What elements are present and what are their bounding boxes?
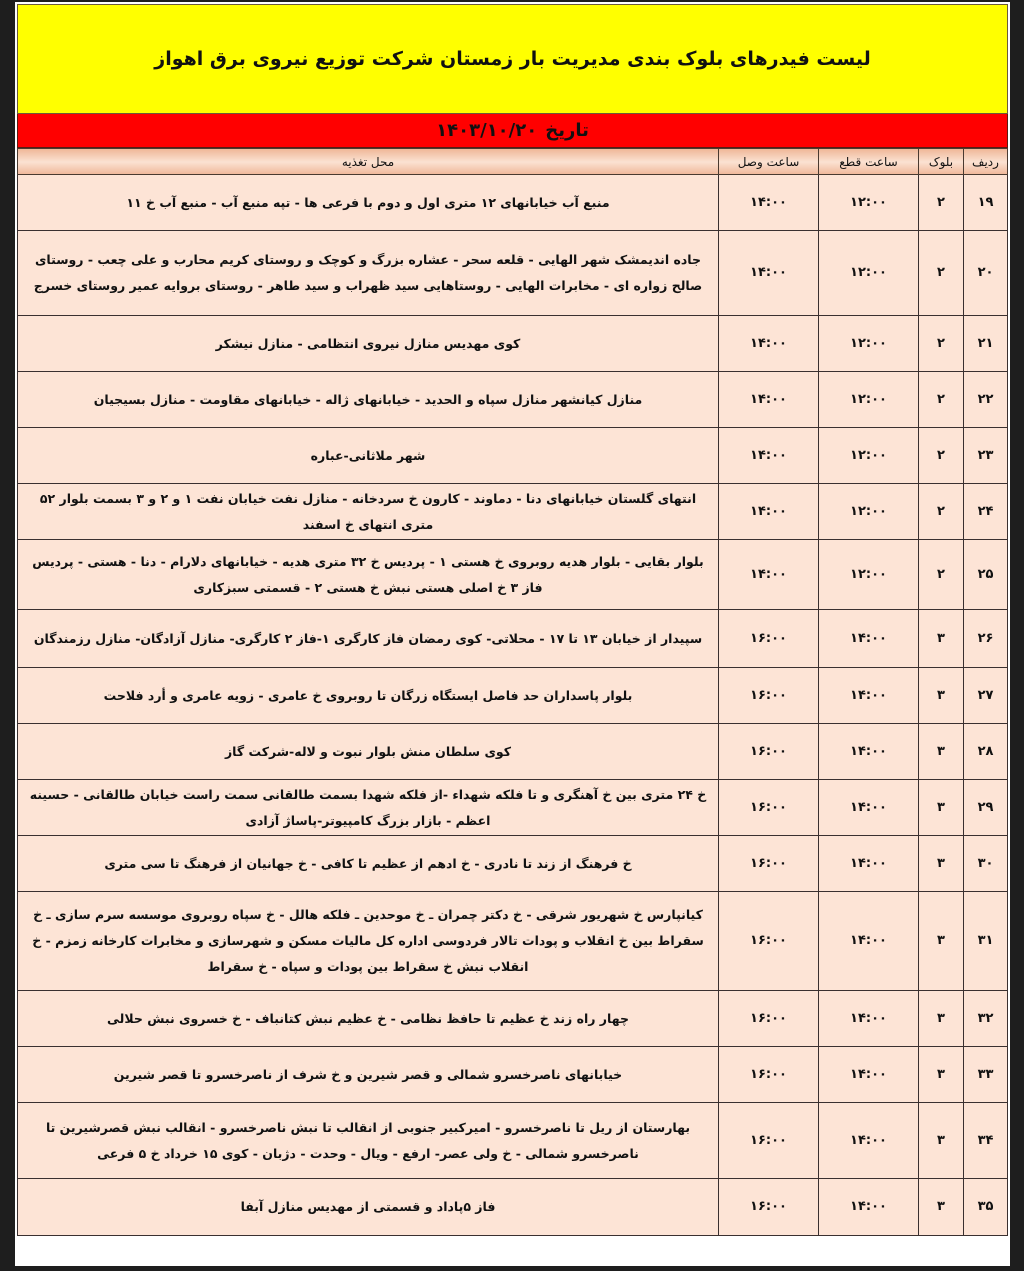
block-cell: ۲: [919, 372, 964, 428]
row-number-cell: ۳۰: [964, 836, 1008, 892]
feeder-schedule-table: [17, 148, 1008, 1236]
on-time-cell: ۱۴:۰۰: [719, 231, 819, 316]
table-header-row: [18, 149, 1008, 175]
cut-time-cell: ۱۴:۰۰: [819, 668, 919, 724]
column-header-cut-time: ساعت قطع: [819, 149, 919, 175]
row-number-cell: ۲۱: [964, 316, 1008, 372]
row-number-cell: ۳۴: [964, 1103, 1008, 1179]
block-cell: ۳: [919, 724, 964, 780]
location-cell: بلوار بقایی - بلوار هدیه روبروی خ هستی ۱ - پردیس خ ۳۲ متری هدیه - خیابانهای دلارام - دنا - هستی - پردیس فاز ۳ خ اصلی هستی نبش خ هستی ۲ - قسمتی سبزکاری: [18, 540, 719, 610]
row-number-cell: ۲۵: [964, 540, 1008, 610]
date-banner: [17, 114, 1008, 148]
cut-time-cell: ۱۴:۰۰: [819, 724, 919, 780]
on-time-cell: ۱۴:۰۰: [719, 175, 819, 231]
block-cell: ۲: [919, 175, 964, 231]
location-cell: چهار راه زند خ عظیم تا حافظ نظامی - خ عظیم نبش کتانباف - خ خسروی نبش حلالی: [18, 991, 719, 1047]
on-time-cell: ۱۶:۰۰: [719, 1103, 819, 1179]
table-row: [18, 231, 1008, 316]
location-cell: کوی سلطان منش بلوار نبوت و لاله-شرکت گاز: [18, 724, 719, 780]
cut-time-cell: ۱۲:۰۰: [819, 316, 919, 372]
table-row: [18, 484, 1008, 540]
row-number-cell: ۳۱: [964, 892, 1008, 991]
block-cell: ۲: [919, 484, 964, 540]
location-cell: بهارستان از ریل تا ناصرخسرو - امیرکبیر جنوبی از انقالب تا نبش ناصرخسرو - انقالب نبش قصرشیرین تا ناصرخسرو شمالی - خ ولی عصر- ارفع - ویال - وحدت - دژبان - کوی ۱۵ خرداد خ ۵ فرعی: [18, 1103, 719, 1179]
block-cell: ۳: [919, 610, 964, 668]
location-cell: بلوار پاسداران حد فاصل ایستگاه زرگان تا روبروی خ عامری - زویه عامری و أرد فلاحت: [18, 668, 719, 724]
cut-time-cell: ۱۲:۰۰: [819, 540, 919, 610]
cut-time-cell: ۱۴:۰۰: [819, 1103, 919, 1179]
cut-time-cell: ۱۴:۰۰: [819, 780, 919, 836]
location-cell: خیابانهای ناصرخسرو شمالی و قصر شیرین و خ شرف از ناصرخسرو تا قصر شیرین: [18, 1047, 719, 1103]
on-time-cell: ۱۶:۰۰: [719, 610, 819, 668]
on-time-cell: ۱۶:۰۰: [719, 668, 819, 724]
location-cell: منازل کیانشهر منازل سپاه و الحدید - خیابانهای ژاله - خیابانهای مقاومت - منازل بسیجیان: [18, 372, 719, 428]
document-page: [15, 2, 1010, 1266]
location-cell: جاده اندیمشک شهر الهایی - قلعه سحر - عشاره بزرگ و کوچک و روستای کریم محارب و علی چعب - روستای صالح زواره ای - مخابرات الهایی - روستاهایی سید ظهراب و سید طاهر - روستای بروایه عمیر روستای خسرج: [18, 231, 719, 316]
location-cell: منبع آب خیابانهای ۱۲ متری اول و دوم با فرعی ها - تپه منبع آب - منبع آب خ ۱۱: [18, 175, 719, 231]
block-cell: ۲: [919, 540, 964, 610]
location-cell: خ فرهنگ از زند تا نادری - خ ادهم از عظیم تا کافی - خ جهانیان از فرهنگ تا سی متری: [18, 836, 719, 892]
cut-time-cell: ۱۴:۰۰: [819, 892, 919, 991]
table-row: [18, 836, 1008, 892]
table-row: [18, 991, 1008, 1047]
location-cell: سپیدار از خیابان ۱۳ تا ۱۷ - محلاتی- کوی رمضان فاز کارگری ۱-فاز ۲ کارگری- منازل آزادگان- منازل رزمندگان: [18, 610, 719, 668]
location-cell: فاز ۵پاداد و قسمتی از مهدیس منازل آبفا: [18, 1179, 719, 1236]
cut-time-cell: ۱۴:۰۰: [819, 836, 919, 892]
cut-time-cell: ۱۴:۰۰: [819, 1179, 919, 1236]
column-header-radif: ردیف: [964, 149, 1008, 175]
cut-time-cell: ۱۲:۰۰: [819, 484, 919, 540]
table-row: [18, 1047, 1008, 1103]
on-time-cell: ۱۶:۰۰: [719, 780, 819, 836]
row-number-cell: ۱۹: [964, 175, 1008, 231]
block-cell: ۲: [919, 231, 964, 316]
block-cell: ۳: [919, 1047, 964, 1103]
table-row: [18, 1179, 1008, 1236]
on-time-cell: ۱۴:۰۰: [719, 540, 819, 610]
row-number-cell: ۳۵: [964, 1179, 1008, 1236]
table-row: [18, 610, 1008, 668]
table-row: [18, 892, 1008, 991]
row-number-cell: ۲۶: [964, 610, 1008, 668]
table-row: [18, 428, 1008, 484]
on-time-cell: ۱۶:۰۰: [719, 724, 819, 780]
block-cell: ۲: [919, 428, 964, 484]
location-cell: کیانپارس خ شهریور شرقی - خ دکتر چمران ـ خ موحدین ـ فلکه هالل - خ سپاه روبروی موسسه سرم سازی ـ خ سقراط بین خ انقلاب و پودات تالار فردوسی اداره کل مالیات مسکن و شهرسازی و مخابرات کارخانه زمزم - خ انقلاب نبش خ سقراط بین پودات و سپاه - خ سقراط: [18, 892, 719, 991]
row-number-cell: ۲۸: [964, 724, 1008, 780]
on-time-cell: ۱۶:۰۰: [719, 836, 819, 892]
location-cell: شهر ملاثانی-عباره: [18, 428, 719, 484]
cut-time-cell: ۱۴:۰۰: [819, 610, 919, 668]
table-row: [18, 372, 1008, 428]
block-cell: ۳: [919, 1103, 964, 1179]
row-number-cell: ۲۰: [964, 231, 1008, 316]
table-row: [18, 175, 1008, 231]
cut-time-cell: ۱۲:۰۰: [819, 372, 919, 428]
block-cell: ۳: [919, 991, 964, 1047]
table-row: [18, 780, 1008, 836]
cut-time-cell: ۱۲:۰۰: [819, 428, 919, 484]
table-row: [18, 724, 1008, 780]
block-cell: ۳: [919, 836, 964, 892]
table-row: [18, 540, 1008, 610]
column-header-location: محل تغذیه: [18, 149, 719, 175]
date-label: تاریخ: [545, 120, 589, 141]
on-time-cell: ۱۴:۰۰: [719, 316, 819, 372]
block-cell: ۳: [919, 668, 964, 724]
on-time-cell: ۱۶:۰۰: [719, 991, 819, 1047]
on-time-cell: ۱۴:۰۰: [719, 428, 819, 484]
row-number-cell: ۲۹: [964, 780, 1008, 836]
on-time-cell: ۱۶:۰۰: [719, 892, 819, 991]
date-value: ۱۴۰۳/۱۰/۲۰: [436, 120, 538, 141]
location-cell: کوی مهدیس منازل نیروی انتظامی - منازل نیشکر: [18, 316, 719, 372]
table-row: [18, 316, 1008, 372]
cut-time-cell: ۱۲:۰۰: [819, 231, 919, 316]
row-number-cell: ۳۲: [964, 991, 1008, 1047]
block-cell: ۳: [919, 1179, 964, 1236]
column-header-block: بلوک: [919, 149, 964, 175]
column-header-on-time: ساعت وصل: [719, 149, 819, 175]
on-time-cell: ۱۴:۰۰: [719, 484, 819, 540]
row-number-cell: ۲۳: [964, 428, 1008, 484]
location-cell: خ ۲۴ متری بین خ آهنگری و تا فلکه شهداء -از فلکه شهدا بسمت طالقانی سمت راست خیابان طالقانی - حسینه اعظم - بازار بزرگ کامپیوتر-پاساژ آزادی: [18, 780, 719, 836]
on-time-cell: ۱۶:۰۰: [719, 1047, 819, 1103]
cut-time-cell: ۱۴:۰۰: [819, 1047, 919, 1103]
table-row: [18, 668, 1008, 724]
on-time-cell: ۱۴:۰۰: [719, 372, 819, 428]
location-cell: انتهای گلستان خیابانهای دنا - دماوند - کارون خ سردخانه - منازل نفت خیابان نفت ۱ و ۲ و ۳ بسمت بلوار ۵۲ متری انتهای خ اسفند: [18, 484, 719, 540]
row-number-cell: ۲۴: [964, 484, 1008, 540]
document-title: لیست فیدرهای بلوک بندی مدیریت بار زمستان شرکت توزیع نیروی برق اهواز: [154, 48, 871, 70]
on-time-cell: ۱۶:۰۰: [719, 1179, 819, 1236]
row-number-cell: ۲۲: [964, 372, 1008, 428]
row-number-cell: ۳۳: [964, 1047, 1008, 1103]
title-banner: [17, 4, 1008, 114]
row-number-cell: ۲۷: [964, 668, 1008, 724]
block-cell: ۳: [919, 780, 964, 836]
block-cell: ۲: [919, 316, 964, 372]
cut-time-cell: ۱۴:۰۰: [819, 991, 919, 1047]
cut-time-cell: ۱۲:۰۰: [819, 175, 919, 231]
block-cell: ۳: [919, 892, 964, 991]
table-row: [18, 1103, 1008, 1179]
